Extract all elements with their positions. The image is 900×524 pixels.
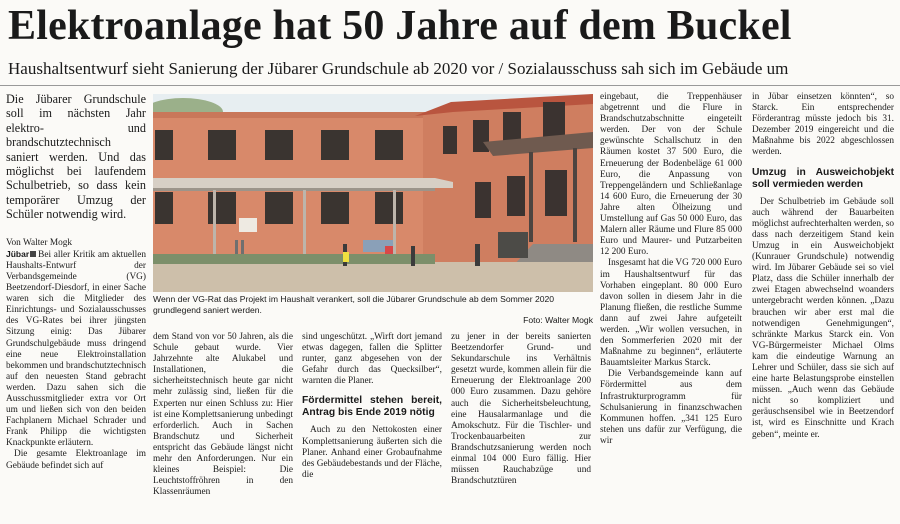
col1-paragraph-2: Die gesamte Elektroanlage im Gebäude befindet sich auf [6,449,146,471]
column-3 [302,332,442,481]
col6-paragraph-1: in Jübar einsetzen könnten“, so Starck. Ein entsprechender Förderantrag müsste jedoch bis 31. Dezember 2019 eingereicht und die Maßnahme bis 2022 abgeschlossen werden. [752,92,894,158]
col1-paragraph-1 [6,249,146,450]
col5-paragraph-1: eingebaut, die Treppenhäuser abgetrennt und die Flure in Brandschutzabschnitte eingeteilt werden. Der von der Schule gewünschte Schallschutz in den Räumen kostet 37 500 Euro, die Erneuerung der Bodenbeläge 61 000 Euro, die Anpassung von Treppengeländern und Schließanlage 14 600 Euro, die Erneuerung der 30 Jahre alten Ölheizung und Umstellung auf Gas 50 000 Euro, das Malern aller Räume und Flure 85 000 Euro und Maurer- und Putzarbeiten 12 200 Euro. [600,92,742,258]
school-photo [153,94,593,292]
column-2 [153,332,293,498]
photo-caption [153,294,593,326]
photo-credit: Foto: Walter Mogk [523,315,593,325]
col3-paragraph-1: sind ungeschützt. „Wirft dort jemand etwas dagegen, fallen die Splitter runter, ganz abgesehen von der Gefahr durch das Quecksilber“, warnten die Planer. [302,332,442,387]
column-1 [6,92,146,472]
col3-subheading: Fördermittel stehen bereit, Antrag bis Ende 2019 nötig [302,395,442,419]
column-6 [752,92,894,441]
col5-paragraph-2: Insgesamt hat die VG 720 000 Euro im Haushaltsentwurf für das Vorhaben eingeplant. 80 000 Euro davon sollen in diesem Jahr in die Planung fließen, die restliche Summe dann auf zwei Jahre aufgeteilt werden. „Wir wollen versuchen, in den Sommerferien 2020 mit der Maßnahme zu beginnen“, erläuterte Bauamtsleiter Markus Starck. [600,258,742,369]
col5-paragraph-3: Die Verbandsgemeinde kann auf Fördermittel aus dem Infrastrukturprogramm für Schulsanierung in finanzschwachen Kommunen hoffen. „341 125 Euro stehen uns dafür zur Verfügung, die wir [600,369,742,446]
caption-text: Wenn der VG-Rat das Projekt im Haushalt verankert, soll die Jübarer Grundschule ab dem Sommer 2020 grundlegend saniert werden. [153,294,555,315]
school-building-image [153,94,593,292]
header-rule [0,85,900,86]
headline: Elektroanlage hat 50 Jahre auf dem Buckel [8,3,792,49]
col4-paragraph: zu jener in der bereits sanierten Beetzendorfer Grund- und Sekundarschule ins Verhältnis gesetzt wurde, kommen allein für die Erneuerung der Elektroanlage 200 000 Euro zusammen. Dazu gehöre auch die Sicherheitsbeleuchtung, eine Hausalarmanlage und die Amokschutz. Für die Tischler- und Trockenbauarbeiten zur Brandschutzsanierung werden noch einmal 104 000 Euro fällig. Hier müssen Rauchabzüge und Brandschutztüren [451,332,591,487]
col6-subheading: Umzug in Ausweichobjekt soll vermieden werden [752,166,894,190]
dateline: Jübar [6,248,30,259]
author: Von Walter Mogk [6,237,73,248]
column-4 [451,332,591,487]
col3-paragraph-2: Auch zu den Nettokosten einer Komplettsanierung äußerten sich die Planer. Anhand einer Grobaufnahme des Gebäudebestands und der Fläche, die [302,425,442,480]
col2-paragraph: dem Stand von vor 50 Jahren, als die Schule gebaut wurde. Vier Jahrzehnte alte Alukabel und Installationen, die sicherheitstechnisch heute gar nicht mehr zulässig sind, ließen für die Experten nur einen Schluss zu: Hier ist eine Komplettsanierung unbedingt erforderlich. Auch in Sachen Brandschutz und Sicherheit entspricht das Gebäude längst nicht mehr den Anforderungen. Nur ein kleines Beispiel: Die Leuchtstoffröhren in den Klassenräumen [153,332,293,498]
lead-paragraph: Die Jübarer Grundschule soll im nächsten Jahr elektro- und brandschutztechnisch saniert werden. Und das möglichst bei laufendem Schulbetrieb, so dass kein temporärer Umzug der Schüler notwendig wird. [6,92,146,222]
col6-paragraph-2: Der Schulbetrieb im Gebäude soll auch während der Bauarbeiten möglichst aufrechterhalten werden, so dass nach derzeitigem Stand kein Umzug in ein Ausweichobjekt (Kunrauer Grundschule) notwendig wird. Im Jübarer Gebäude sei so viel Platz, dass die Schüler innerhalb der zwei Etagen abwechselnd woanders untergebracht werden können. „Dazu brauchen wir aber erst mal die notwendigen Genehmigungen“, schränkte Markus Starck ein. Von VG-Bürgermeister Michael Olms kam die eindeutige Warnung an Lehrer und Schüler, dass sie sich auf eine harte Belastungsprobe einstellen müssen. „Auch wenn das Gebäude nicht so kompliziert und geräuschsensibel wie in Beetzendorf ist, wird es Einschnitte und Krach geben“, meinte er. [752,196,894,440]
subheadline: Haushaltsentwurf sieht Sanierung der Jübarer Grundschule ab 2020 vor / Sozialausschuss sah sich im Gebäude um [8,59,789,78]
square-bullet-icon [30,251,36,257]
col1-text: Bei aller Kritik am aktuellen Haushalts-Entwurf der Verbandsgemeinde (VG) Beetzendorf-Diesdorf, in einer Sache waren sich die Mitglieder des Einrichtungs- und Sozialausschusses des VG-Rates bei ihrer jüngsten Sitzung einig: Das Jübarer Grundschulgebäude muss dringend eine neue Elektroinstallation bekommen und brandschutztechnisch auf den neuesten Stand gebracht werden. Dazu sahen sich die Ausschussmitglieder extra vor Ort um und ließen sich von den beiden Fachplanern Michael Schrader und Frank Philipp die wichtigsten Knackpunkte erläutern. [6,249,146,449]
column-5 [600,92,742,447]
